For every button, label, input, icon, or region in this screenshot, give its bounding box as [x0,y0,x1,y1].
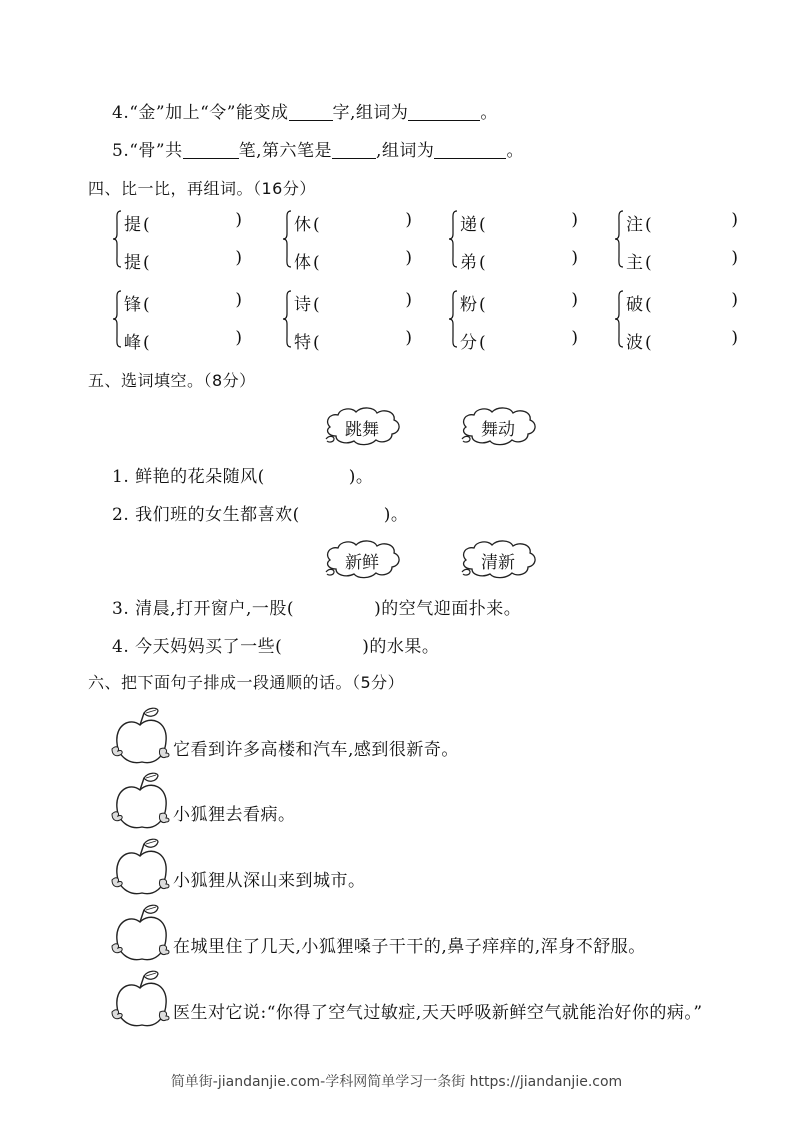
apple-marker[interactable] [110,902,172,966]
answer-blank[interactable] [289,102,333,121]
brace-icon [282,290,292,348]
footer-watermark: 简单街-jiandanjie.com-学科网简单学习一条街 https://jiandanjie.com [170,1074,623,1090]
question-5: 5.“骨”共 笔,第六笔是 ,组词为 。 [112,141,524,161]
ordering-sentence: 医生对它说:“你得了空气过敏症,天天呼吸新鲜空气就能治好你的病。” [173,1003,703,1023]
section-4-title: 四、比一比，再组词。（16分） [88,179,316,198]
brace-icon [448,210,458,268]
pair-bottom: 波 ( [626,333,652,353]
brace-icon [448,290,458,348]
paren-close: ) [571,248,578,268]
paren-close: ) [235,290,242,310]
word-cloud-1: 跳舞 [320,405,404,449]
apple-icon [110,902,172,966]
apple-marker[interactable] [110,836,172,900]
fill-sentence-4: 4. 今天妈妈买了一些( )的水果。 [112,637,440,657]
pair-top: 粉 ( [460,295,486,315]
pair-top: 诗 ( [294,295,320,315]
ordering-sentence: 它看到许多高楼和汽车,感到很新奇。 [173,740,459,760]
question-4: 4.“金”加上“令”能变成 字,组词为 。 [112,103,498,123]
section-5-title: 五、选词填空。（8分） [88,371,256,390]
pair-top: 递 ( [460,215,486,235]
brace-icon [614,210,624,268]
fill-sentence-1: 1. 鲜艳的花朵随风( )。 [112,467,374,487]
paren-close: ) [235,210,242,230]
pair-top: 提 ( [124,215,150,235]
apple-marker[interactable] [110,770,172,834]
paren-close: ) [405,290,412,310]
pair-bottom: 分 ( [460,333,486,353]
ordering-sentence: 小狐狸去看病。 [173,805,296,825]
word-cloud-2: 舞动 [456,405,540,449]
fill-sentence-2: 2. 我们班的女生都喜欢( )。 [112,505,409,525]
paren-close: ) [571,210,578,230]
pair-top: 休 ( [294,215,320,235]
word-pair [282,208,412,273]
word-pair [112,288,242,353]
paren-close: ) [731,210,738,230]
pair-bottom: 特 ( [294,333,320,353]
pair-bottom: 峰 ( [124,333,150,353]
word-pair [112,208,242,273]
pair-bottom: 弟 ( [460,253,486,273]
section-6-title: 六、把下面句子排成一段通顺的话。（5分） [88,673,405,692]
paren-close: ) [731,290,738,310]
answer-blank[interactable] [408,102,480,121]
word-cloud-3: 新鲜 [320,538,404,582]
pair-bottom: 提 ( [124,253,150,273]
paren-close: ) [731,328,738,348]
apple-icon [110,968,172,1032]
fill-sentence-3: 3. 清晨,打开窗户,一股( )的空气迎面扑来。 [112,599,522,619]
apple-icon [110,705,172,769]
brace-icon [614,290,624,348]
apple-marker[interactable] [110,705,172,769]
pair-top: 锋 ( [124,295,150,315]
word-pair [448,208,578,273]
paren-close: ) [235,328,242,348]
paren-close: ) [571,290,578,310]
paren-close: ) [235,248,242,268]
apple-marker[interactable] [110,968,172,1032]
pair-top: 破 ( [626,295,652,315]
apple-icon [110,836,172,900]
paren-close: ) [405,210,412,230]
pair-top: 注 ( [626,215,652,235]
ordering-sentence: 小狐狸从深山来到城市。 [173,871,366,891]
word-pair [614,288,738,353]
word-pair [614,208,738,273]
word-cloud-4: 清新 [456,538,540,582]
answer-blank[interactable] [183,140,239,159]
ordering-sentence: 在城里住了几天,小狐狸嗓子干干的,鼻子痒痒的,浑身不舒服。 [173,937,646,957]
answer-blank[interactable] [434,140,506,159]
answer-blank[interactable] [332,140,376,159]
word-pair [282,288,412,353]
paren-close: ) [731,248,738,268]
brace-icon [112,290,122,348]
apple-icon [110,770,172,834]
paren-close: ) [571,328,578,348]
pair-bottom: 主 ( [626,253,652,273]
word-pair [448,288,578,353]
paren-close: ) [405,328,412,348]
pair-bottom: 体 ( [294,253,320,273]
brace-icon [112,210,122,268]
brace-icon [282,210,292,268]
paren-close: ) [405,248,412,268]
